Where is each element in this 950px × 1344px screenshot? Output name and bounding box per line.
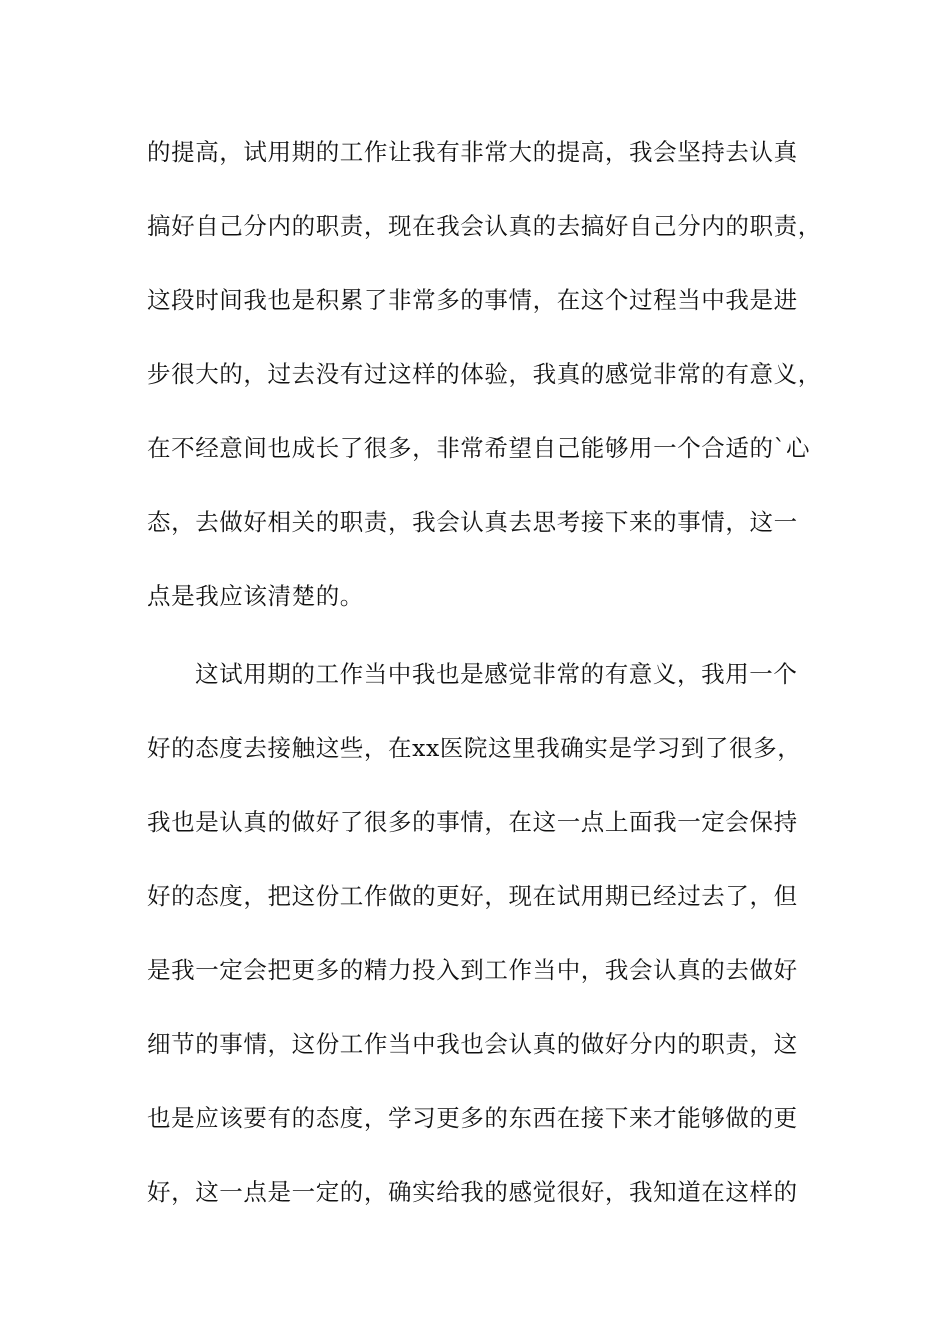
text-line: 步很大的，过去没有过这样的体验，我真的感觉非常的有意义， (147, 360, 822, 388)
text-line: 的提高，试用期的工作让我有非常大的提高，我会坚持去认真 (147, 138, 798, 166)
text-line: 点是我应该清楚的。 (147, 582, 364, 610)
paragraph-first-line: 这试用期的工作当中我也是感觉非常的有意义，我用一个 (195, 660, 798, 688)
text-line: 好，这一点是一定的，确实给我的感觉很好，我知道在这样的 (147, 1178, 798, 1206)
text-line: 是我一定会把更多的精力投入到工作当中，我会认真的去做好 (147, 956, 798, 984)
text-line: 这段时间我也是积累了非常多的事情，在这个过程当中我是进 (147, 286, 798, 314)
text-line: 也是应该要有的态度，学习更多的东西在接下来才能够做的更 (147, 1104, 798, 1132)
text-line: 态，去做好相关的职责，我会认真去思考接下来的事情，这一 (147, 508, 798, 536)
text-line: 在不经意间也成长了很多，非常希望自己能够用一个合适的`心 (147, 434, 811, 462)
text-line: 好的态度去接触这些，在xx医院这里我确实是学习到了很多， (147, 734, 802, 762)
text-line: 搞好自己分内的职责，现在我会认真的去搞好自己分内的职责， (147, 212, 822, 240)
text-line: 好的态度，把这份工作做的更好，现在试用期已经过去了，但 (147, 882, 798, 910)
text-line: 细节的事情，这份工作当中我也会认真的做好分内的职责，这 (147, 1030, 798, 1058)
text-line: 我也是认真的做好了很多的事情，在这一点上面我一定会保持 (147, 808, 798, 836)
